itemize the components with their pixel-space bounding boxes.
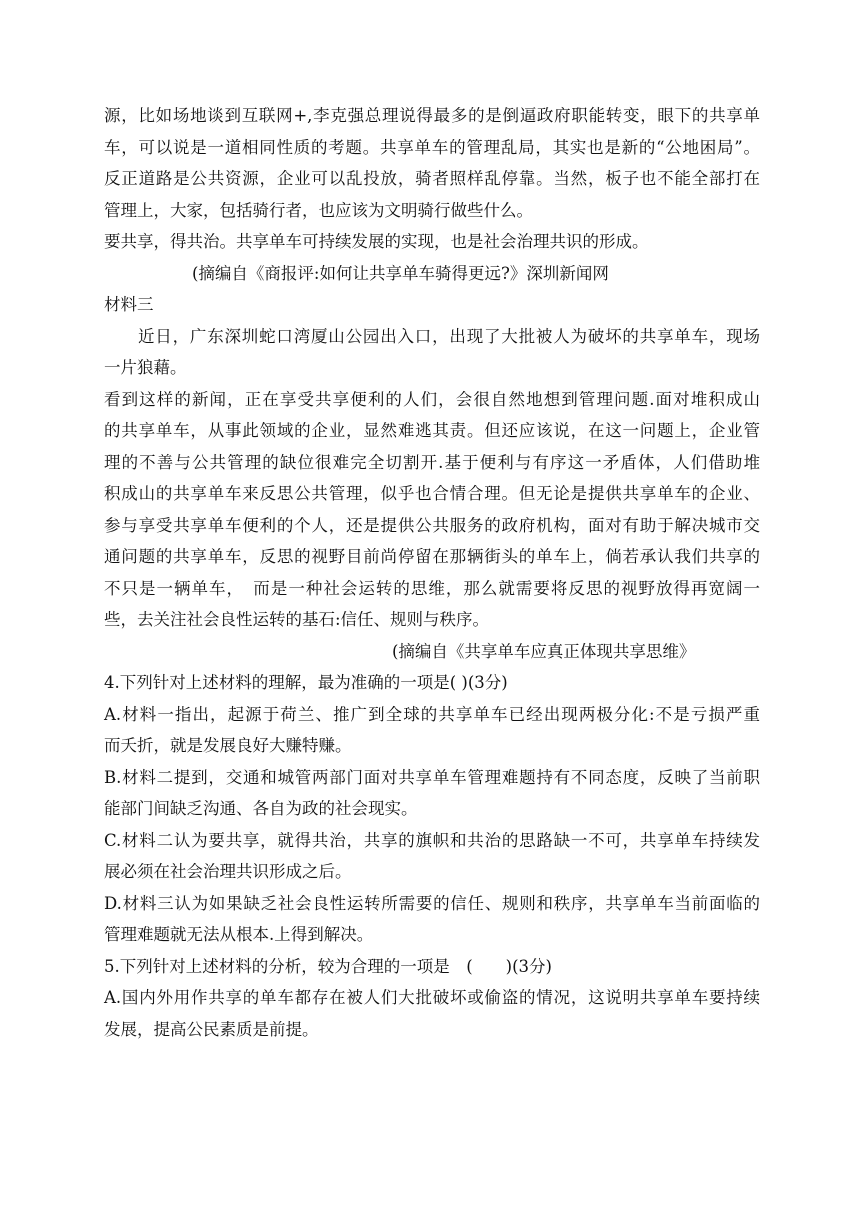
option-a: A.国内外用作共享的单车都存在被人们大批破坏或偷盗的情况，这说明共享单车要持续 [104,988,760,1007]
text-line: 要共享，得共治。共享单车可持续发展的实现，也是社会治理共识的形成。 [104,232,649,251]
option-a-cont: 而夭折，就是发展良好大赚特赚。 [104,736,352,755]
text-line: 不只是一辆单车， 而是一种社会运转的思维，那么就需要将反思的视野放得再宽阔一 [104,578,760,598]
question-4 [104,667,760,951]
text-line: 通问题的共享单车，反思的视野目前尚停留在那辆街头的单车上，倘若承认我们共享的 [104,547,760,566]
text-line: 的共享单车，从事此领域的企业，显然难逃其责。但还应该说，在这一问题上，企业管 [104,421,760,440]
text-line: 积成山的共享单车来反思公共管理，似乎也合情合理。但无论是提供共享单车的企业、 [104,484,760,503]
option-b-cont: 能部门间缺乏沟通、各自为政的社会现实。 [104,799,418,818]
section-heading: 材料三 [104,295,154,314]
text-line: 理的不善与公共管理的缺位很难完全切割开.基于便利与有序这一矛盾体，人们借助堆 [104,452,760,472]
text-line: 车，可以说是一道相同性质的考题。共享单车的管理乱局，其实也是新的“公地困局”。 [104,137,760,157]
source-citation: (摘编自《商报评:如何让共享单车骑得更远?》深圳新闻网 [192,263,609,283]
text-line: 反正道路是公共资源，企业可以乱投放，骑者照样乱停靠。当然，板子也不能全部打在 [104,169,760,188]
option-d-cont: 管理难题就无法从根本.上得到解决。 [104,925,374,944]
question-5 [104,951,760,1046]
text-line: 源，比如场地谈到互联网+,李克强总理说得最多的是倒逼政府职能转变，眼下的共享单 [104,106,760,125]
option-a: A.材料一指出，起源于荷兰、推广到全球的共享单车已经出现两极分化:不是亏损严重 [104,704,760,724]
source-citation: (摘编自《共享单车应真正体现共享思维》 [392,641,696,661]
text-line: 看到这样的新闻，正在享受共享便利的人们，会很自然地想到管理问题.面对堆积成山 [104,389,760,409]
text-line: 近日，广东深圳蛇口湾厦山公园出入口，出现了大批被人为破坏的共享单车，现场 [138,326,760,346]
option-c-cont: 展必须在社会治理共识形成之后。 [104,862,352,881]
material2-tail [104,100,760,258]
text-line: 参与享受共享单车便利的个人，还是提供公共服务的政府机构，面对有助于解决城市交 [104,515,760,535]
option-c: C.材料二认为要共享，就得共治，共享的旗帜和共治的思路缺一不可，共享单车持续发 [104,830,760,850]
option-b: B.材料二提到，交通和城管两部门面对共享单车管理难题持有不同态度，反映了当前职 [104,767,760,787]
option-a-cont: 发展，提高公民素质是前提。 [104,1019,319,1039]
document-page [104,100,760,1045]
material3-body [104,321,760,636]
text-line: 些，去关注社会良性运转的基石:信任、规则与秩序。 [104,610,490,629]
text-line: 管理上，大家，包括骑行者，也应该为文明骑行做些什么。 [104,200,533,220]
text-line: 一片狼藉。 [104,358,187,377]
option-d: D.材料三认为如果缺乏社会良性运转所需要的信任、规则和秩序，共享单车当前面临的 [104,893,760,913]
question-stem: 5.下列针对上述材料的分析，较为合理的一项是 ( )(3分) [104,956,552,976]
question-stem: 4.下列针对上述材料的理解，最为准确的一项是( )(3分) [104,673,508,692]
